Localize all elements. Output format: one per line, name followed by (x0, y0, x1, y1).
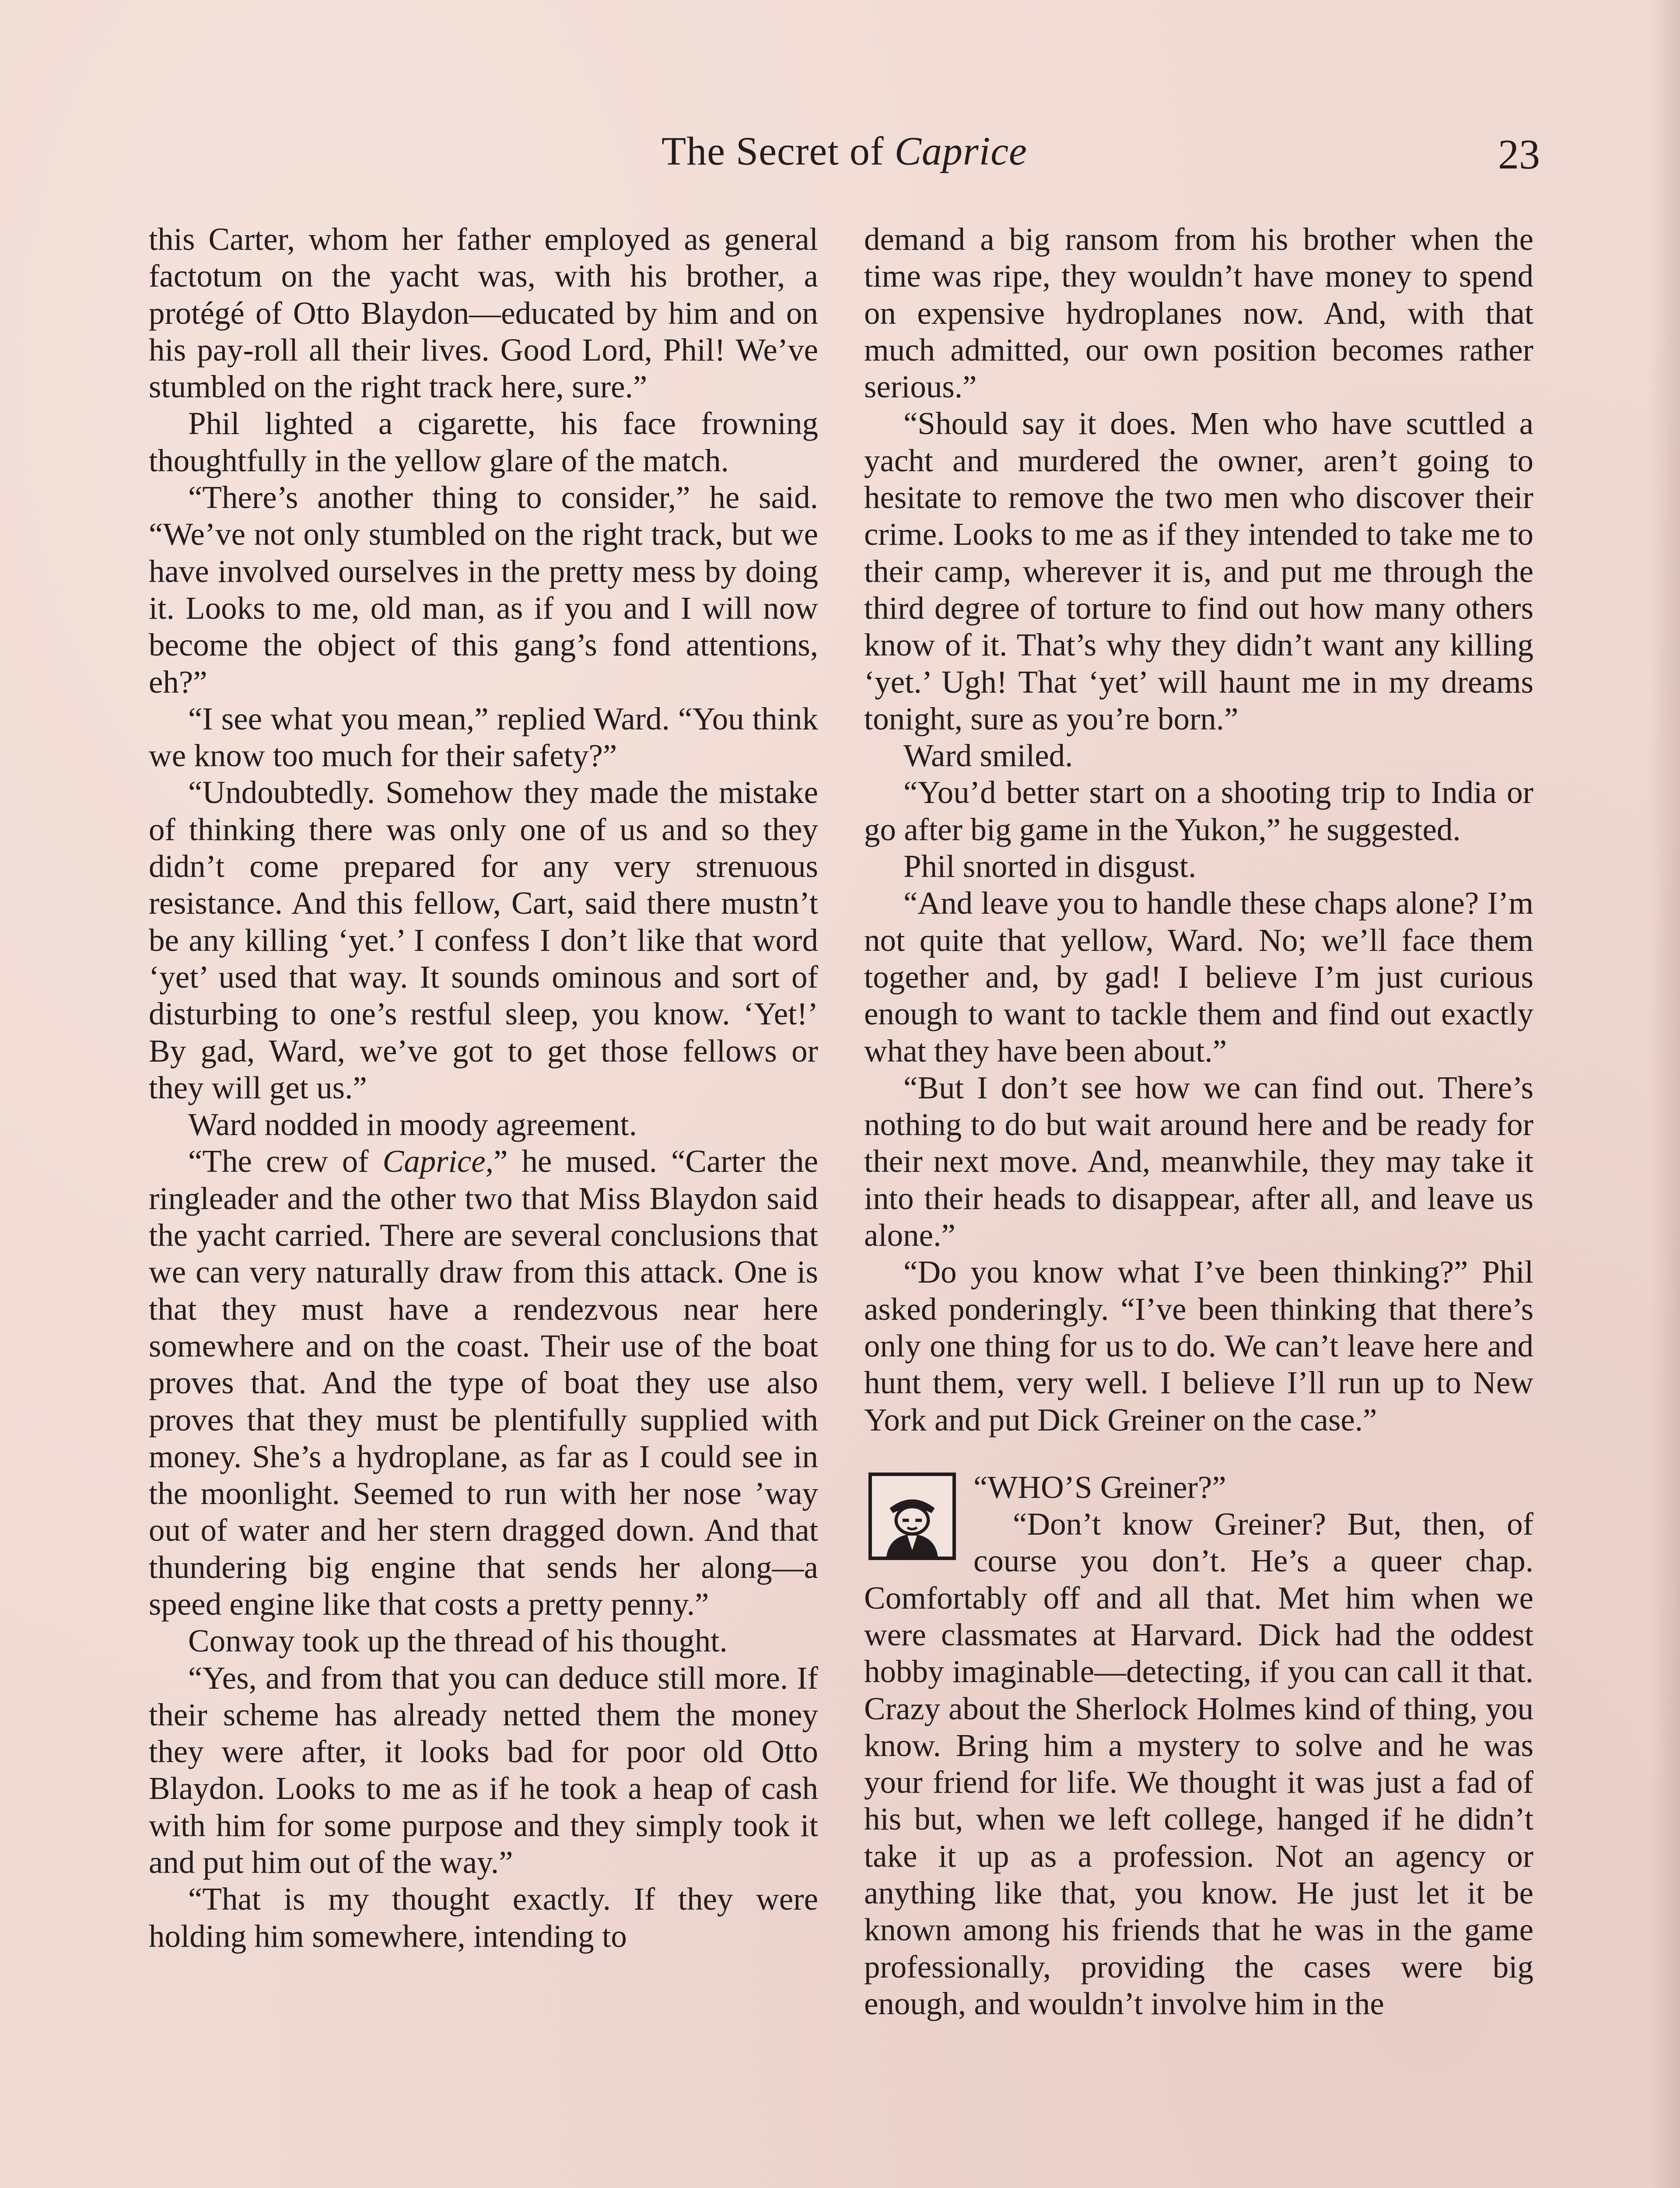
ship-name-italic: Caprice, (382, 1143, 494, 1179)
paragraph: “Yes, and from that you can deduce still more. If their scheme has already netted them the money they were after, it looks bad for poor old Otto Blaydon. Looks to me as if he took a heap of cash with him for some purpose and they simply took it and put him out of the way.” (149, 1660, 818, 1880)
paragraph: “There’s another thing to consider,” he said. “We’ve not only stumbled on the right track, but we have involved ourselves in the pretty mess by doing it. Looks to me, old man, as if you and I will now become the object of this gang’s fond attentions, eh?” (149, 480, 818, 700)
paragraph-start: “The crew of (188, 1143, 369, 1179)
paragraph: Conway took up the thread of his thought. (188, 1623, 728, 1659)
paragraph: Phil lighted a cigarette, his face frowning thoughtfully in the yellow glare of the match. (149, 406, 818, 478)
paragraph: “WHO’S Greiner?” (973, 1469, 1226, 1505)
paragraph: “That is my thought exactly. If they were holding him somewhere, intending to (149, 1881, 818, 1954)
left-column (149, 221, 818, 1955)
paragraph (149, 1143, 818, 1623)
running-title-prefix: The Secret of (662, 129, 884, 173)
running-title (149, 125, 1540, 177)
paragraph: “But I don’t see how we can find out. There’s nothing to do but wait around here and be ready for their next move. And, meanwhile, they may take it into their heads to disappear, after all, and leave us alone.” (864, 1069, 1533, 1253)
paragraph-rest: ” he mused. “Carter the ringleader and the other two that Miss Blaydon said the yacht carried. There are several conclusions that we can very naturally draw from this attack. One is that they must have a rendezvous near here somewhere and on the coast. Their use of the boat proves that. And the type of boat they use also proves that they must be plentifully supplied with money. She’s a hydroplane, as far as I could see in the moonlight. Seemed to run with her nose ’way out of water and her stern dragged down. And that thundering big engine that sends her along—a speed engine like that costs a pretty penny.” (149, 1143, 818, 1622)
paragraph: “Undoubtedly. Somehow they made the mistake of thinking there was only one of us and so they didn’t come prepared for any very strenuous resistance. And this fellow, Cart, said there mustn’t be any killing ‘yet.’ I confess I don’t like that word ‘yet’ used that way. It sounds ominous and sort of disturbing to one’s restful sleep, you know. ‘Yet!’ By gad, Ward, we’ve got to get those fellows or they will get us.” (149, 775, 818, 1105)
running-head (149, 125, 1540, 195)
paragraph: this Carter, whom her father employed as general factotum on the yacht was, with his brother, a protégé of Otto Blaydon—educated by him and on his pay-roll all their lives. Good Lord, Phil! We’ve stumbled on the right track here, sure.” (149, 221, 818, 405)
portrait-vignette-icon (868, 1473, 956, 1560)
page-edge-shadow (1649, 0, 1680, 2188)
paragraph: “I see what you mean,” replied Ward. “You think we know too much for their safety?” (149, 701, 818, 774)
running-title-italic: Caprice (894, 129, 1027, 173)
page-number: 23 (1498, 131, 1540, 178)
paragraph: demand a big ransom from his brother when the time was ripe, they wouldn’t have money to spend on expensive hydroplanes now. And, with that much admitted, our own position becomes rather serious.” (864, 221, 1533, 405)
paragraph: Phil snorted in disgust. (903, 849, 1197, 884)
paragraph: “Should say it does. Men who have scuttled a yacht and murdered the owner, aren’t going to hesitate to remove the two men who discover their crime. Looks to me as if they intended to take me to their camp, wherever it is, and put me through the third degree of torture to find out how many others know of it. That’s why they didn’t want any killing ‘yet.’ Ugh! That ‘yet’ will haunt me in my dreams tonight, sure as you’re born.” (864, 406, 1533, 736)
section-start (864, 1469, 1533, 2022)
paragraph: “And leave you to handle these chaps alone? I’m not quite that yellow, Ward. No; we’ll face them together and, by gad! I believe I’m just curious enough to want to tackle them and find out exactly what they have been about.” (864, 885, 1533, 1069)
paragraph: “You’d better start on a shooting trip to India or go after big game in the Yukon,” he suggested. (864, 775, 1533, 847)
paragraph: Ward smiled. (903, 738, 1073, 774)
portrait-vignette-drawing (872, 1476, 952, 1557)
right-column (864, 221, 1533, 2022)
paragraph: “Do you know what I’ve been thinking?” Phil asked ponderingly. “I’ve been thinking that there’s only one thing for us to do. We can’t leave here and hunt them, very well. I believe I’ll run up to New York and put Dick Greiner on the case.” (864, 1254, 1533, 1438)
paragraph: “Don’t know Greiner? But, then, of course you don’t. He’s a queer chap. Comfortably off and all that. Met him when we were classmates at Harvard. Dick had the oddest hobby imaginable—detecting, if you can call it that. Crazy about the Sherlock Holmes kind of thing, you know. Bring him a mystery to solve and he was your friend for life. We thought it was just a fad of his but, when we left college, hanged if he didn’t take it up as a profession. Not an agency or anything like that, you know. He just let it be known among his friends that he was in the game professionally, providing the cases were big enough, and wouldn’t involve him in the (864, 1506, 1533, 2021)
paragraph: Ward nodded in moody agreement. (188, 1107, 637, 1143)
